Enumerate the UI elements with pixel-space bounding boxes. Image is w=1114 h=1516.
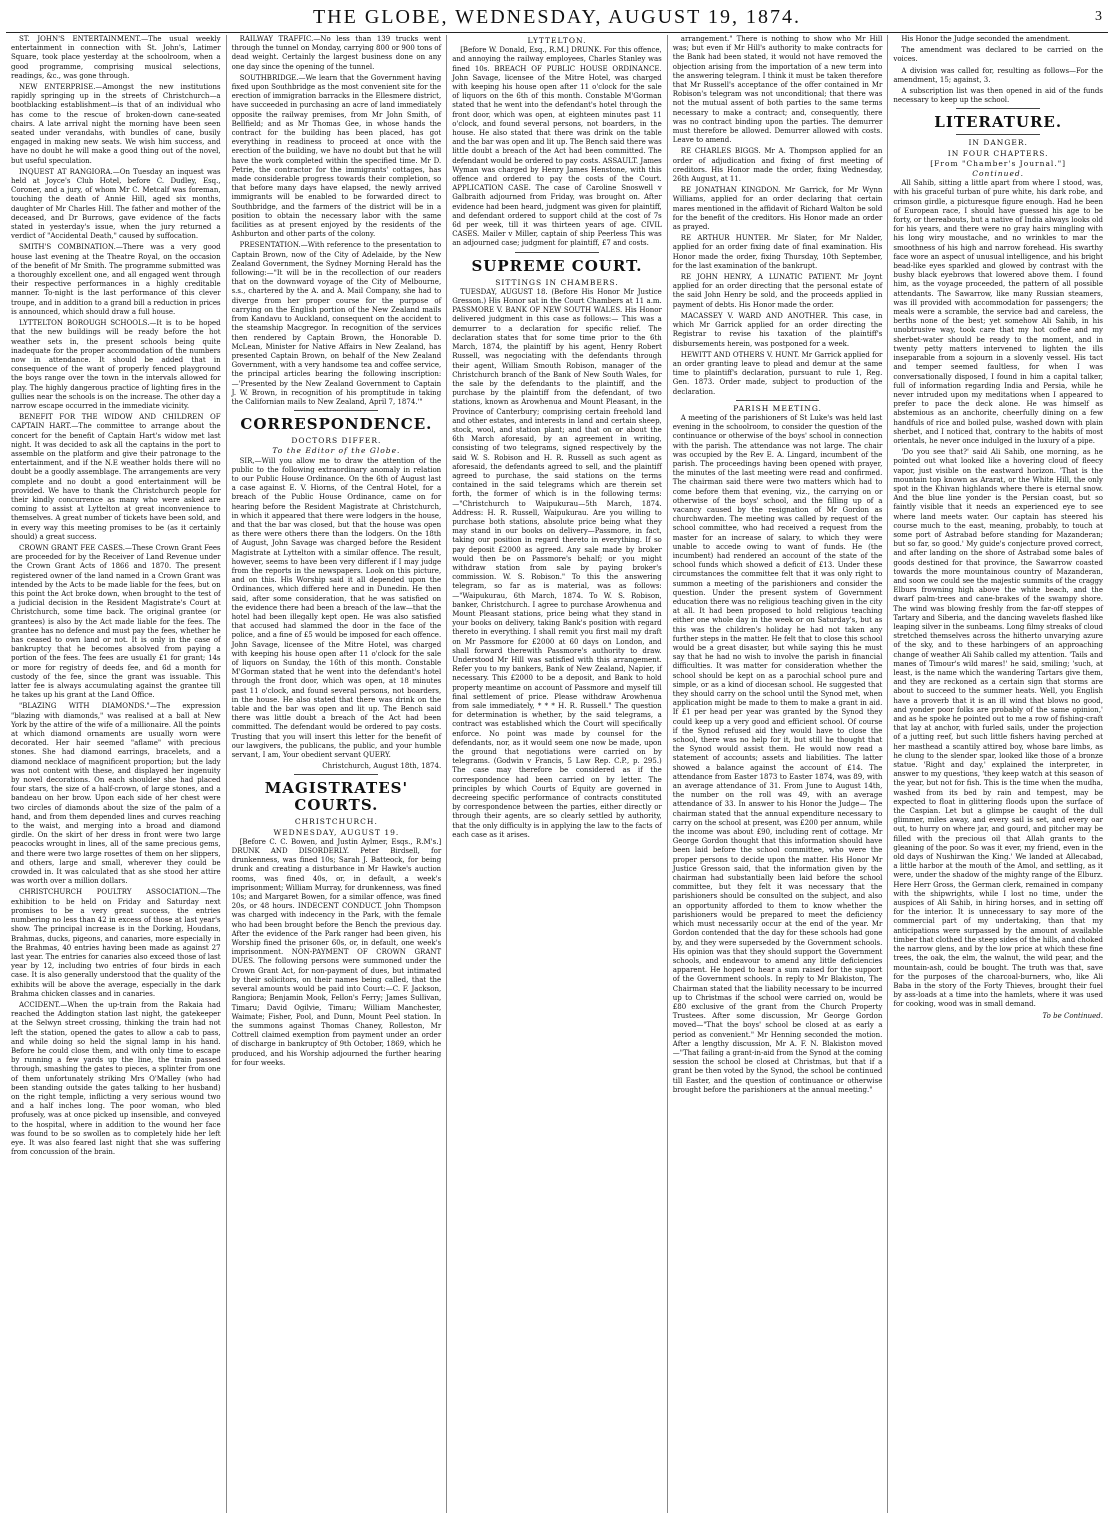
story-chapters: IN FOUR CHAPTERS. bbox=[947, 148, 1049, 158]
column-2 bbox=[227, 35, 448, 1513]
literature-heading: LITERATURE. bbox=[934, 113, 1063, 132]
article: "BLAZING WITH DIAMONDS."—The expression "blazing with diamonds," was realised at a ball at New York by the attire of the wife of a millionaire. All the points at which diamond ornaments are usually worn were decorated. Her hair seemed "aflame" with precious stones. She had diamond earrings, bracelets, and a diamond necklace of magnificent proportion; but the lady was not content with these, and displayed her ingenuity by novel decorations. On each shoulder she had placed four stars, the size of a half-crown, of large stones, and a bandeau on her brow. Upon each side of her chest were two circles of diamonds about the size of the palm of a hand, and from them depended lines and curves reaching to the waist, and merging into a broad and diamond girdle. On the skirt of her dress in front were two large peacocks wrought in lines, all of the same precious gems, and there were two large rosettes of them on her slippers, and others, large and small, wherever they could be crowded in. It was calculated that as she stood her attire was worth over a million dollars. bbox=[11, 702, 221, 886]
letter-signature: Christchurch, August 18th, 1874. bbox=[322, 762, 442, 771]
court-report: RE ARTHUR HUNTER. Mr Slater, for Mr Nalder, applied for an order fixing date of final examination. His Honor made the order, fixing Thursday, 10th September, for the last examination of the bankrupt. bbox=[672, 234, 883, 270]
court-report: RE JONATHAN KINGDON. Mr Garrick, for Mr Wynn Williams, applied for an order declaring that certain mares mentioned in the affidavit of Richard Walton be sold for the benefit of the creditors. His Honor made an order as prayed. bbox=[672, 186, 883, 232]
story-text: 'Do you see that?' said Ali Sahib, one morning, as he pointed out what looked like a hovering cloud of fleecy vapor, just visible on the eastward horizon. 'That is the mountain top known as Ararat, or the White Hill, the only spot in the Khivan highlands where there is eternal snow. And the blue line yonder is the Persian coast, but so faintly visible that it needs an experienced eye to see where land meets water. Our captain has steered his course much to the east, meaning, probably, to touch at some port of Astrabad before standing for Mazanderan; but so far, so good.' My guide's conjecture proved correct, and after landing on the shore of Astrabad some bales of goods destined for that province, the Sawarrow coasted towards the more mountainous country of Mazanderan, and soon we could see the majestic summits of the craggy Elburs frowning high above the white beach, and the dwarf palm-trees and cane-brakes of the swampy shore. The wind was blowing freshly from the far-off steppes of Tartary and Siberia, and the dancing wavelets flashed like leaping silver in the sunbeams. Long filmy streaks of cloud stretched themselves across the hitherto unvarying azure of the sky, and to these harbingers of an approaching change of weather Ali Sahib called my attention. 'Tails and manes of Timour's wild mares!' he said, smiling; 'such, at least, is the name which the wandering Tartars give them, and they are reckoned as a certain sign that storms are about to succeed to the summer heats. Well, you English have a proverb that it is an ill wind that blows no good, and yonder poor folks are probably of the same opinion,' and as he spoke he pointed out to me a row of fishing-craft that lay at anchor, with furled sails, under the projection of a jutting reef, but such little fishers having perched at her masthead a scantily attired boy, whose bare limbs, as he clung to the slender spar, looked like those of a bronze statue. 'Right and day,' explained the interpreter, in answer to my questions, 'they keep watch at this season of the year, but not for fish. This is the time when the mudha, washed from its bed by rain and tempest, may be expected to float in glittering floods upon the surface of the Caspian. Let but a glimpse be caught of the dull glimmer, miles away, and every sail is set, and every oar out, to hurry on where jar, and gourd, and pitcher may be filled with the precious oil that Allah grants to the gleaning of the poor. So was it ever, my friend, even in the old days of Nushirwan the King.' We landed at Allecabad, a little harbor at the mouth of the Amol, and settling, as it were, under the shadow of the mighty range of the Elburz. Here Herr Gross, the German clerk, remained in company with the shipwrights, while I lost no time, under the auspices of Ali Sahib, in hiring horses, and in setting off for the interior. It is unnecessary to say more of the commercial part of my undertaking, than that my anticipations were surpassed by the amount of available timber that clothed the steep sides of the hills, and choked the narrow glens, and by the low price at which these fine trees, the oak, the elm, the walnut, the wild pear, and the mountain-ash, could be bought. The truth was that, save for the purposes of the charcoal-burners, who, like Ali Baba in the story of the Forty Thieves, brought their fuel by ass-loads at a time into the hamlets, where it was used for cooking, wood was in small demand. bbox=[893, 448, 1103, 1009]
section-divider bbox=[736, 400, 820, 401]
court-report: [Before C. C. Bowen, and Justin Aylmer, Esqs., R.M's.] DRUNK AND DISORDERLY. Peter Birdsell, for drunkenness, was fined 10s; Sarah J. Batteock, for being drunk and creating a disturbance in Mr Hawke's auction rooms, was fined 40s, or, in default, a week's imprisonment; William Murray, for drunkenness, was fined 10s; and Margaret Bowen, for a similar offence, was fined 20s, or 48 hours. INDECENT CONDUCT. John Thompson was charged with indecency in the Park, with the female who had been brought before the Bench the previous day. After the evidence of the Park ranger had been given, his Worship fined the prisoner 60s, or, in default, one week's imprisonment. NON-PAYMENT OF CROWN GRANT DUES. The following persons were summoned under the Crown Grant Act, for non-payment of dues, but intimated by their solicitors, on their names being called, that the several amounts would be paid into Court:—C. F. Jackson, Rangiora; Benjamin Mook, Fellon's Ferry; James Sullivan, Timaru; David Ogilvie, Timaru; William Manchester, Waimate; Fisher, Pool, and Dunn, Mount Peel station. In the summons against Thomas Chaney, Rolleston, Mr Cottrell claimed exemption from payment under an order of discharge in bankruptcy of 9th October, 1869, which he produced, and his Worship adjourned the further hearing for four weeks. bbox=[231, 837, 442, 1067]
article: LYTTELTON BOROUGH SCHOOLS.—It is to be hoped that the new buildings will be ready before the hot weather sets in, the present schools being quite inadequate for the proper accommodation of the numbers now in attendance. It should be added that in consequence of the want of properly fenced playground the boys range over the town in the intervals allowed for play. The highly dangerous practice of lighting fires in the gullies near the schools is on the increase. The other day a narrow escape occurred in the immediate vicinity. bbox=[11, 319, 221, 410]
correspondence-addressee: To the Editor of the Globe. bbox=[272, 446, 401, 456]
story-title: IN DANGER. bbox=[968, 138, 1028, 148]
court-report: MACASSEY V. WARD AND ANOTHER. This case, in which Mr Garrick applied for an order directing the Registrar to revise his taxation of the plaintiff's disbursements herein, was postponed for a week. bbox=[672, 311, 883, 348]
section-divider bbox=[515, 252, 599, 253]
column-4 bbox=[668, 35, 889, 1513]
court-report: arrangement." There is nothing to show who Mr Hill was; but even if Mr Hill's authority to make contracts for the Bank had been stated, it would not have removed the objection arising from the importation of a new term into the answering telegram. I think it must be taken therefore that Mr Russell's acceptance of the offer contained in Mr Robison's telegram was not unconditional; that there was not the mutual assent of both parties to the same terms necessary to make a contract; and, consequently, there was no contract binding upon the parties. The demurrer must therefore be allowed. Demurrer allowed with costs. Leave to amend. bbox=[672, 35, 883, 145]
article: A division was called for, resulting as follows—For the amendment, 15; against, 3. bbox=[893, 66, 1103, 84]
page-number: 3 bbox=[1095, 9, 1104, 24]
section-divider bbox=[294, 410, 378, 411]
column-5 bbox=[888, 35, 1108, 1513]
article: SMITH'S COMBINATION.—There was a very good house last evening at the Theatre Royal, on the occasion of the benefit of Mr Smith. The programme submitted was a thoroughly excellent one, and all engaged went through their respective performances in a highly creditable manner. To-night is the last performance of this clever troupe, and in addition to a grand bill a reduction in prices is announced, which should draw a full house. bbox=[11, 243, 221, 316]
masthead bbox=[6, 6, 1108, 28]
court-report: RE JOHN HENRY, A LUNATIC PATIENT. Mr Joynt applied for an order directing that the personal estate of the said John Henry be sold, and the proceeds applied in payment of debts. His Honor made the order. bbox=[672, 273, 883, 309]
story-continued: Continued. bbox=[972, 169, 1025, 179]
section-divider bbox=[956, 134, 1040, 135]
court-report: RE CHARLES BIGGS. Mr A. Thompson applied for an order of adjudication and fixing of first meeting of creditors. His Honor made the order, fixing Wednesday, 26th August, at 11. bbox=[672, 147, 883, 184]
magistrates-subheading: CHRISTCHURCH. bbox=[294, 817, 378, 827]
parish-heading: PARISH MEETING. bbox=[733, 403, 822, 413]
correspondence-heading: CORRESPONDENCE. bbox=[240, 415, 433, 434]
story-text: All Sahib, sitting a little apart from where I stood, was, with his graceful turban of pure white, his dark robe, and crimson girdle, a picturesque figure enough. Had he been of European race, I should have guessed his age to be forty, or thereabouts, but a native of India always looks old for his years, and there were no gray hairs mingling with his long wiry moustache, and no wrinkles to mar the smoothness of his high and narrow forehead. His swarthy face wore an aspect of unusual intelligence, and his bright bead-like eyes sparkled and glowed by contrast with the bushy black eyebrows that lowered above them. I found him, as the voyage proceeded, the pattern of all possible attendants. The Sawarrow, like many Russian steamers, was ill provided with accommodation for passengers; the meals were a scramble, the service bad and careless, the berths none of the best; yet somehow Ali Sahib, in his unobtrusive way, took care that my hot coffee and my sherbet-water should be ready to the moment, and in twenty petty matters intervened to lighten the ills inseparable from a sojourn in a slovenly vessel. His tact and temper seemed faultless, for when I was conversationally disposed, I found in him a capital talker, full of information regarding India and Persia, while he never intruded upon my meditations when I appeared to prefer to pace the deck alone. He was himself as abstemious as an anchorite, cheerfully dining on a few handfuls of rice and boiled pulse, washed down with plain sherbet, and I noticed that, contrary to the habits of most orientals, he never once indulged in the luxury of a pipe. bbox=[893, 179, 1103, 445]
supreme-court-heading: SUPREME COURT. bbox=[471, 256, 643, 275]
story-source: [From "Chamber's Journal."] bbox=[930, 158, 1067, 168]
article: CROWN GRANT FEE CASES.—These Crown Grant Fees are proceeded for by the Receiver of Land Revenue under the Crown Grant Acts of 1866 and 1870. The present registered owner of the land named in a Crown Grant was intended by the Acts to be made liable for the fees, but on this point the Act broke down, when brought to the test of a judicial decision in the Resident Magistrate's Court at Christchurch, some time back. The original grantee (or grantees) is also by the Act made liable for the fees. The grantee has no defence and must pay the fees, whether he has ceased to own land or not. It is only in the case of bankruptcy that he becomes absolved from paying a portion of the fees. The fees are usually £1 for grant; 14s or more for registry of deeds fee, and 6d a month for custody of the fee, since the grant was issuable. This latter fee is always accumulating against the grantee till he takes up his grant at the Land Office. bbox=[11, 543, 221, 700]
article: His Honor the Judge seconded the amendment. bbox=[901, 35, 1071, 43]
parish-report: A meeting of the parishioners of St Luke's was held last evening in the schoolroom, to consider the question of the continuance or otherwise of the boys' school in connection with the parish. The attendance was not large. The chair was occupied by the Rev E. A. Lingard, incumbent of the parish. The proceedings having been opened with prayer, the minutes of the last meeting were read and confirmed. The chairman said there were two matters which had to come before them that evening, viz., the carrying on or otherwise of the boys' school, and the filling up of a vacancy caused by the resignation of Mr Gordon as churchwarden. The meeting was called by request of the school committee, who had received a request from the master for an increase of salary, to which they were unable to accede owing to want of funds. He (the incumbent) had rendered an account of the state of the school funds which showed a deficit of £13. Under these circumstances the committee felt that it was only right to summon a meeting of the parishioners and consider the question. Under the present system of Government education there was no religious teaching given in the city at all. It had been proposed to hold religious teaching either one whole day in the week or on Saturday's, but as this was the children's holiday he had not taken any further steps in the matter. He felt that to close this school would be a great disaster, but while saying this he must say that he had no wish to involve the parish in financial difficulties. It was matter for consideration whether the school should be kept on as a parochial school pure and simple, or as a kind of diocesan school. He suggested that they should carry on the school until the Synod met, when application might be made to them to make a grant in aid. If £1 per head per year was granted by the Synod they could keep up a very good and efficient school. Of course if the Synod refused aid they would have to close the school, there was no help for it, but still he thought that the Synod would assist them. He would now read a statement of accounts; assets and liabilities. The latter showed a balance against the account of £14. The attendance from Easter 1873 to Easter 1874, was 89, with an average attendance of 31. From June to August 14th, the number on the roll was 49, with an average attendance of 33. In answer to his Honor the Judge— The chairman stated that the annual expenditure necessary to carry on the school at present, was £200 per annum, while the income was about £90, including rent of cottage. Mr George Gordon thought that this information should have been laid before the school committee, who were the proper persons to decide upon the matter. His Honor Mr Justice Gresson said, that the information given by the chairman had substantially been laid before the school committee, but they felt it was necessary that the parishioners should be consulted on the subject, and also an opportunity afforded to them to know whether the parishioners would be prepared to meet the deficiency which must necessarily occur at the end of the year. Mr Gordon contended that the day for these schools had gone by, and they were superseded by the Government schools. His opinion was that they should support the Government schools, and endeavour to amend any little deficiencies apparent. He hoped to hear a sum raised for the support of the Government schools. In reply to Mr Blakiston, The Chairman stated that the liability necessary to be incurred up to Christmas if the school were carried on, would be £80 exclusive of the grant from the Church Property Trustees. After some discussion, Mr George Gordon moved—"That the boys' school be closed at as early a period as convenient." Mr Henning seconded the motion. After a lengthy discussion, Mr A. F. N. Blakiston moved—"That failing a grant-in-aid from the Synod at the coming session the school be closed at Christmas, but that if a grant be then voted by the Synod, the school be continued till Easter, and the question of continuance or otherwise brought before the parishioners at the annual meeting." bbox=[672, 413, 883, 1094]
section-divider bbox=[956, 108, 1040, 109]
masthead-rule bbox=[6, 32, 1108, 33]
article: BENEFIT FOR THE WIDOW AND CHILDREN OF CAPTAIN HART.—The committee to arrange about the concert for the benefit of Captain Hart's widow met last night. It was decided to ask all the captains in the port to assemble on the platform and give their patronage to the entertainment, and if the N.E weather holds there will no doubt be a goodly assemblage. The arrangements are very complete and no doubt a good entertainment will be provided. We have to thank the Christchurch people for their kindly concurrence as many who were asked are coming to assist at Lyttelton at great inconvenience to themselves. A great number of tickets have been sold, and in every way this meeting promises to be (as it certainly should) a great success. bbox=[11, 413, 221, 541]
columns bbox=[6, 35, 1108, 1513]
column-3 bbox=[447, 35, 668, 1513]
correspondence-subheading: DOCTORS DIFFER. bbox=[291, 436, 382, 446]
section-divider bbox=[294, 774, 378, 775]
letter-text: SIR,—Will you allow me to draw the attention of the public to the following extraordinary anomaly in relation to our Public House Ordinance. On the 6th of August last a case against E. V. Hiorns, of the Central Hotel, for a breach of the Public House Ordinance, came on for hearing before the Resident Magistrate at Christchurch, in which it appeared that there were lodgers in the house, and that the bar was closed, but that the house was open as there were others there than the lodgers. On the 18th of August, John Savage was charged before the Resident Magistrate at Lyttelton with a similar offence. The result, however, seems to have been very different if I may judge from the reports in the newspapers. Look on this picture, and on this. His Worship said it all depended upon the Ordinances, which differed here and in Dunedin. He then said, after some consideration, that he was satisfied on the evidence there had been a breach of the law—that the hotel had been illegally kept open. He was also satisfied that accused had slammed the door in the face of the police, and a fine of £5 would be imposed for each offence. John Savage, licensee of the Mitre Hotel, was charged with keeping his house open after 11 o'clock for the sale of liquors on Sunday, the 16th of this month. Constable M'Gorman stated that he went into the defendant's hotel through the front door, which was open, at 18 minutes past 11 o'clock, and found several persons, not boarders, in the house. He also stated that there was drink on the table and the bar was open and lit up. The Bench said there was little doubt a breach of the Act had been committed. The defendant would be ordered to pay costs. Trusting that you will insert this letter for the benefit of our lawgivers, the publicans, the public, and your humble servant, I am, Your obedient servant QUERY. bbox=[231, 456, 442, 760]
court-report: TUESDAY, AUGUST 18. (Before His Honor Mr Justice Gresson.) His Honor sat in the Court Chambers at 11 a.m. PASSMORE V. BANK OF NEW SOUTH WALES. His Honor delivered judgment in this case as follows:— This was a demurrer to a declaration for specific relief. The declaration states that for some time prior to the 6th March, 1874, the plaintiff by his agent, Henry Robert Russell, was negociating with the defendants through their agent, William Smouth Robison, manager of the Christchurch branch of the Bank of New South Wales, for the sale by the defendants to the plaintiff, and the purchase by the plaintiff from the defendant, of two stations, known as Arowhenua and Mount Pleasant, in the Province of Canterbury; comprising certain freehold land and other estates, and interests in land and certain sheep, stock, wool, and station plant; and that on or about the 6th March aforesaid, by an agreement in writing, consisting of two telegrams, signed respectively by the said W. S. Robison and H. R. Russell as such agent as aforesaid, the defendants agreed to sell, and the plaintiff agreed to purchase, the said stations on the terms contained in the said telegrams which are therein set forth, the former of which is in the following terms:—"Christchurch to Waipukurau—5th March, 1874. Address: H. R. Russell, Waipukurau. Are you willing to purchase both stations, absolute price being what they may stand in our books on delivery—Passmore, in fact, taking our position in regard thereto in everything. If so pay deposit £2000 as agreed. Any sale made by broker would then be on Passmore's behalf; or you might withdraw station from sale by paying broker's commission. W. S. Robison." To this the answering telegram, so far as is material, was as follows:—"Waipukurau, 6th March, 1874. To W. S. Robison, banker, Christchurch. I agree to purchase Arowhenua and Mount Pleasant stations, price being what they stand in your books on delivery, taking Bank's position with regard thereto in everything. I shall remit you first mail my draft on Mr Passmore for £2000 at 60 days on London, and shall forward therewith Passmore's authority to draw. Understood Mr Hill was satisfied with this arrangement. Refer you to my bankers, Bank of New Zealand, Napier, if necessary. This £2000 to be a deposit, and Bank to hold property meantime on account of Passmore and myself till final settlement of price. Please withdraw Arowhenua from sale immediately, * * * H. R. Russell." The question for determination is whether, by the said telegrams, a contract was established which the Court will specifically enforce. No point was made by counsel for the defendants, nor, as it would seem one now be made, upon the ground that negotiations were carried on by telegrams. (Godwin v Francis, 5 Law Rep. C.P., p. 295.) The case may therefore be considered as if the correspondence had been carried on by letter. The principles by which Courts of Equity are governed in decreeing specific performance of contracts constituted by correspondence between the parties, either directly or through their agents, are so clearly settled by authority, that the only difficulty is in applying the law to the facts of each case as it arises. bbox=[452, 287, 662, 839]
article: A subscription list was then opened in aid of the funds necessary to keep up the school. bbox=[893, 87, 1103, 105]
article: RAILWAY TRAFFIC.—No less than 139 trucks went through the tunnel on Monday, carrying 800 or 900 tons of dead weight. Certainly the largest business done on any one day since the opening of the tunnel. bbox=[231, 35, 442, 71]
magistrates-heading: MAGISTRATES' COURTS. bbox=[264, 779, 409, 815]
supreme-court-subheading: SITTINGS IN CHAMBERS. bbox=[495, 277, 619, 287]
to-be-continued: To be Continued. bbox=[1042, 1011, 1103, 1020]
article: NEW ENTERPRISE.—Amongst the new institutions rapidly springing up in the streets of Christchurch—a bootblacking establishment—is that of an individual who has come to the rescue of broken-down cane-seated chairs. A late arrival night the morning have been seen seated under verandahs, with bundles of cane, busily engaged in making new seats. We wish him success, and have no doubt he will make a good thing out of the novel, but useful speculation. bbox=[11, 83, 221, 165]
article: ACCIDENT.—When the up-train from the Rakaia had reached the Addington station last night, the gatekeeper at the Selwyn street crossing, thinking the train had not left the station, opened the gates to allow a cab to pass, and while doing so held the signal lamp in his hand. Before he could close them, and with only time to escape by running a few yards up the line, the train passed through, smashing the gates to pieces, a splinter from one of them unfortunately striking Mrs O'Malley (who had been standing outside the gates talking to her husband) on the right temple, inflicting a very serious wound two and a half inches long. The poor woman, who bled profusely, was at once picked up insensible, and conveyed to the hospital, where in addition to the wound her face was found to be so swollen as to completely hide her left eye. It was also feared last night that she was suffering from concussion of the brain. bbox=[11, 1000, 221, 1157]
court-report: [Before W. Donald, Esq., R.M.] DRUNK. For this offence, and annoying the railway employees, Charles Stanley was fined 10s. BREACH OF PUBLIC HOUSE ORDINANCE. John Savage, licensee of the Mitre Hotel, was charged with keeping his house open after 11 o'clock for the sale of liquors on the 6th of this month. Constable M'Gorman stated that he went into the defendant's hotel through the front door, which was open, at eighteen minutes past 11 o'clock, and found several persons, not boarders, in the house. He also stated that there was drink on the table and the bar was open and lit up. The Bench said there was little doubt a breach of the Act had been committed. The defendant would be ordered to pay costs. ASSAULT. James Wyman was charged by Henry James Henstone, with this offence and ordered to pay the costs of the Court. APPLICATION CASE. The case of Caroline Snoswell v Galbraith adjourned from Friday, was brought on. After evidence had been heard, judgment was given for plaintiff, and defendant ordered to support child at the cost of 7s 6d per week, till it was thirteen years of age. CIVIL CASES. Mailer v Miller, captain of ship Peerless This was an adjourned case; judgment for plaintiff, £7 and costs. bbox=[452, 46, 662, 248]
article: ST. JOHN'S ENTERTAINMENT.—The usual weekly entertainment in connection with St. John's, Latimer Square, took place yesterday at the schoolroom, when a good programme, comprising musical selections, readings, &c., was gone through. bbox=[11, 35, 221, 80]
column-1 bbox=[6, 35, 227, 1513]
lyttelton-heading: LYTTELTON. bbox=[527, 36, 587, 45]
court-report: HEWITT AND OTHERS V. HUNT. Mr Garrick applied for an order granting leave to plead and demur at the same time to plaintiff's declaration, pursuant to rule 1, Reg. Gen. 1873. Order made, subject to production of the declaration. bbox=[672, 350, 883, 396]
article: SOUTHBRIDGE.—We learn that the Government having fixed upon Southbridge as the most convenient site for the erection of immigration barracks in the Ellesmere district, have succeeded in purchasing an acre of land immediately opposite the railway premises, from Mr John Smith, of Bellfield; and as Mr Thomas Gee, in whose hands the contract for the building has been placed, has got everything in readiness to proceed at once with the erection of the building, we have no doubt but that he will have the work completed within the specified time. Mr D. Petrie, the contractor for the immigrants' cottages, has made considerable progress towards their completion, so that before many days have elapsed, the newly arrived immigrants will be enabled to be forwarded direct to Southbridge, and the farmers of the district will be in a position to obtain the necessary labor with the same facilities as at present enjoyed by the residents of the Ashburton and other parts of the colony. bbox=[231, 73, 442, 239]
masthead-title: THE GLOBE, WEDNESDAY, AUGUST 19, 1874. bbox=[312, 6, 802, 28]
magistrates-date: WEDNESDAY, AUGUST 19. bbox=[273, 827, 400, 837]
article: CHRISTCHURCH POULTRY ASSOCIATION.—The exhibition to be held on Friday and Saturday next promises to be a very great success, the entries numbering no less than 42 in excess of those at last year's show. The principal increase is in the Dorking, Houdans, Brahmas, ducks, pigeons, and canaries, more especially in the Brahmas, 40 entries having been made as against 27 last year. The entries for canaries also exceed those of last year by 12, including two entries of four birds in each case. It is also generally understood that the quality of the exhibits will be above the average, especially in the dark Brahma chicken classes and in canaries. bbox=[11, 888, 221, 998]
article: PRESENTATION.—With reference to the presentation to Captain Brown, now of the City of Adelaide, by the New Zealand Government, the Sydney Morning Herald has the following:—"It will be in the recollection of our readers that on the downward voyage of the City of Melbourne, s.s., chartered by the A. and A. Mail Company, she had to diverge from her proper course for the purpose of carrying on the English portion of the New Zealand mails from Kandavu to Auckland, consequent on the accident to the steamship Macgregor. In recognition of the services then rendered by Captain Brown, the Honorable D. McLean, Minister for Native Affairs in New Zealand, has presented Captain Brown, on behalf of the New Zealand Government, with a very handsome tea and coffee service, the principal articles bearing the following inscription:—'Presented by the New Zealand Government to Captain J. W. Brown, in recognition of his promptitude in taking the Californian mails to New Zealand, April 7, 1874.'" bbox=[231, 241, 442, 406]
article: INQUEST AT RANGIORA.—On Tuesday an inquest was held at Joyce's Club Hotel, before C. Dudley, Esq., Coroner, and a jury, of whom Mr C. Metcalf was foreman, touching the death of Annie Hill, aged six months, daughter of Mr Charles Hill. The father and mother of the deceased, and Dr Burrows, gave evidence of the facts stated in yesterday's issue, when the jury returned a verdict of "Accidental Death," caused by suffocation. bbox=[11, 167, 221, 241]
article: The amendment was declared to be carried on the voices. bbox=[893, 46, 1103, 64]
